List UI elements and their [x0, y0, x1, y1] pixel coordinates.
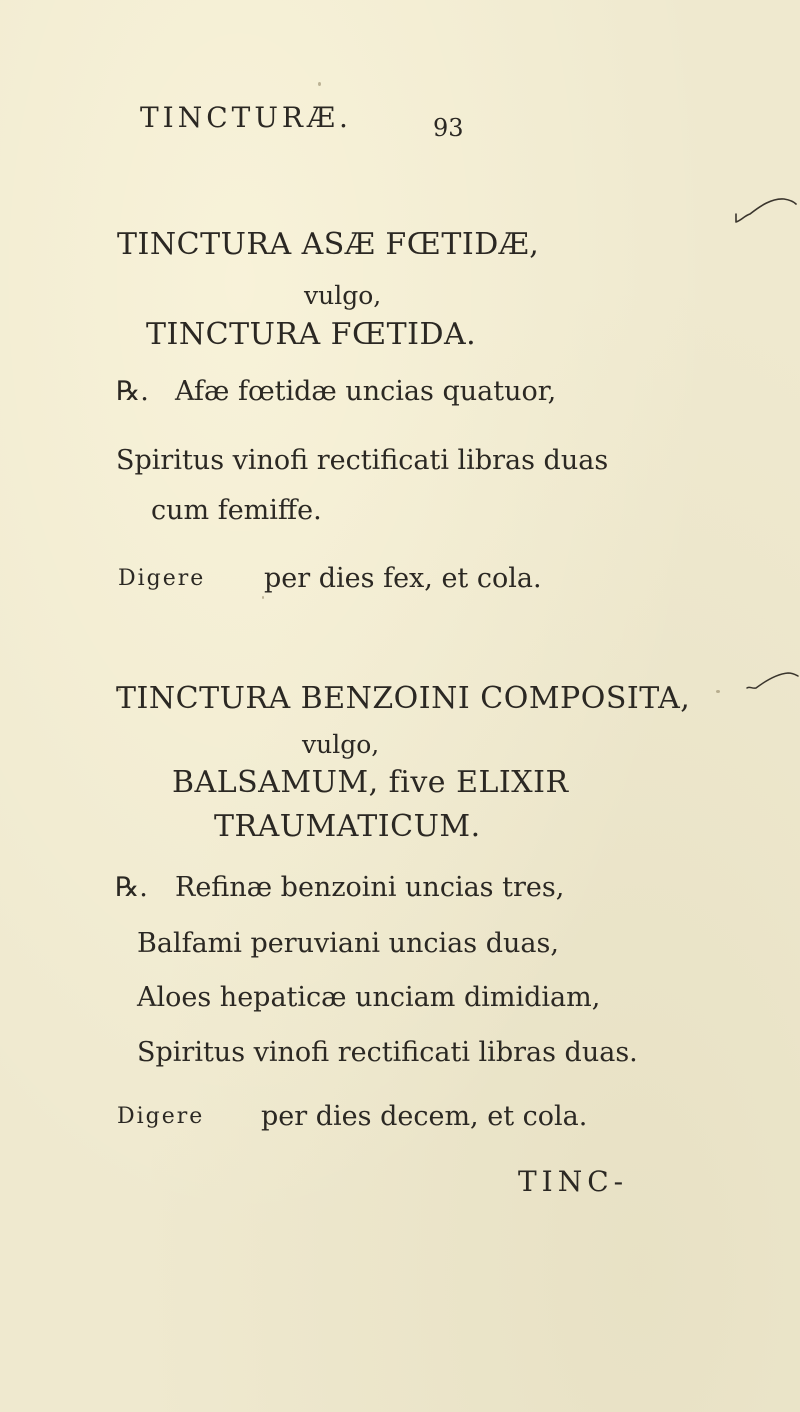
section2-alt-title-line1: BALSAMUM, five ELIXIR	[172, 765, 569, 800]
section1-directive-lead: Digere	[118, 566, 206, 591]
section2-recipe-symbol: ℞.	[115, 872, 148, 903]
section2-ingredient-1: Refinæ benzoini uncias tres,	[175, 872, 565, 903]
section1-recipe-symbol: ℞.	[116, 376, 149, 407]
section1-directive-text: per dies fex, et cola.	[264, 563, 542, 594]
paper-speck	[716, 690, 720, 693]
page-number: 93	[433, 114, 464, 142]
margin-pen-mark-1	[732, 192, 798, 228]
paper-speck	[262, 596, 264, 599]
section1-ingredient-1: Afæ fœtidæ uncias quatuor,	[175, 376, 557, 407]
section2-alt-title-line2: TRAUMATICUM.	[214, 809, 481, 844]
section2-directive-lead: Digere	[117, 1104, 205, 1129]
paper-speck	[318, 82, 321, 86]
section1-vulgo: vulgo,	[304, 281, 382, 310]
running-head: TINCTURÆ.	[140, 101, 352, 134]
section2-vulgo: vulgo,	[302, 730, 380, 759]
section2-title: TINCTURA BENZOINI COMPOSITA,	[116, 681, 691, 716]
section2-directive-text: per dies decem, et cola.	[261, 1101, 588, 1132]
section2-ingredient-2: Balfami peruviani uncias duas,	[137, 928, 559, 959]
section2-ingredient-3: Aloes hepaticæ unciam dimidiam,	[137, 982, 601, 1013]
margin-pen-mark-2	[744, 668, 800, 694]
catchword: TINC-	[518, 1165, 629, 1198]
section1-ingredient-2: Spiritus vinofi rectificati libras duas	[116, 445, 609, 476]
section1-title: TINCTURA ASÆ FŒTIDÆ,	[117, 227, 540, 262]
section1-alt-title: TINCTURA FŒTIDA.	[146, 317, 477, 352]
section2-ingredient-4: Spiritus vinofi rectificati libras duas.	[137, 1037, 638, 1068]
paper-speck	[118, 688, 121, 691]
section1-ingredient-3: cum femiffe.	[151, 495, 322, 526]
